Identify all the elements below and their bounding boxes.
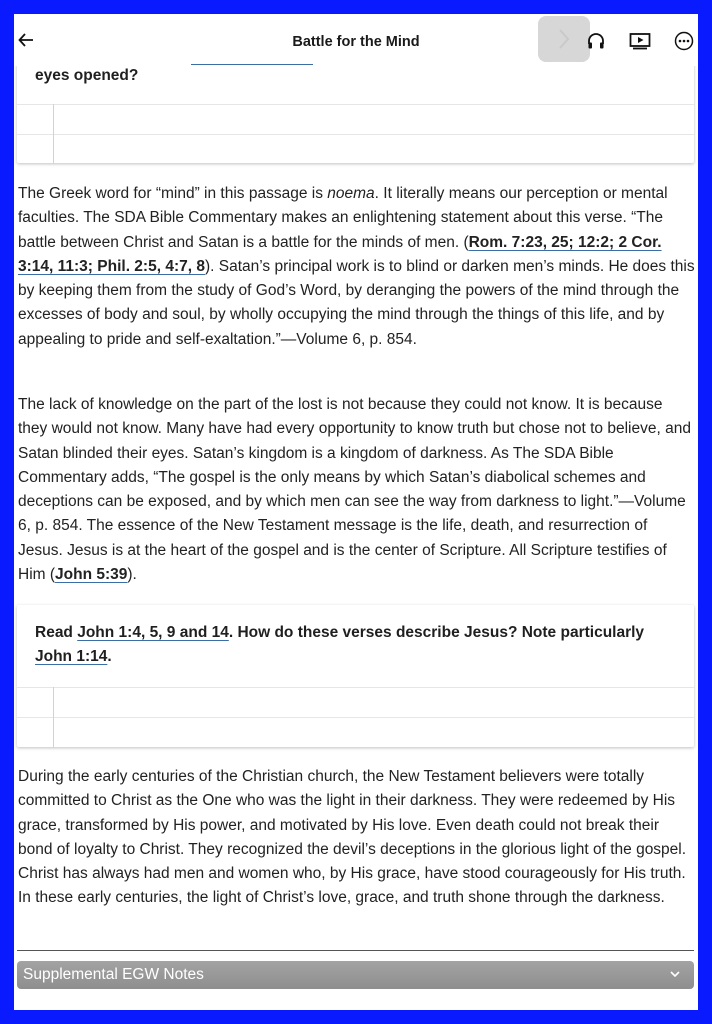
question-text-part: . [107, 648, 112, 665]
next-button[interactable] [538, 16, 590, 62]
section-divider [17, 950, 694, 951]
question-text [35, 621, 680, 669]
notes-input-area[interactable] [17, 687, 694, 747]
more-options-button[interactable] [673, 30, 695, 52]
paragraph-text: ). Satan’s principal work is to blind or darken men’s minds. He does this by keeping them from the study of God’s Word, by deranging the powers of the mind through the excesses of body and soul, by wholly occupying the mind through the things of this life, and by appealing to pride and self-exaltation.”—Volume 6, p. 854. [18, 257, 695, 348]
scripture-link[interactable]: Rom. 7:23, 25; 12:2; 2 Cor. 3:14, 11:3; Phil. 2:5, 4:7, 8 [18, 233, 662, 275]
chevron-right-icon [538, 16, 590, 62]
link-underline-fragment [191, 64, 313, 65]
notes-input-area[interactable] [17, 104, 694, 163]
arrow-left-icon [18, 32, 34, 48]
body-paragraph: During the early centuries of the Christian church, the New Testament believers were totally committed to Christ as the One who was the light in their darkness. They were redeemed by His grace, transformed by His power, and motivated by His love. Even death could not break their bond of loyalty to Christ. They recognized the devil’s deceptions in the glorious light of the gospel. Christ has always had men and women who, by His grace, have stood courageously for His truth. In these early centuries, the light of Christ’s love, grace, and truth shone through the darkness. [18, 768, 687, 907]
question-text-part: . How do these verses describe Jesus? Note particularly [228, 624, 645, 641]
supplemental-notes-toggle[interactable] [17, 961, 694, 989]
paragraph-text: The lack of knowledge on the part of the lost is not because they could not know. It is because they would not know. Many have had every opportunity to know truth but chose not to believe, and Satan blinded their eyes. Satan’s kingdom is a kingdom of darkness. As The SDA Bible Commentary adds, “The gospel is the only means by which Satan’s diabolical schemes and deceptions can be exposed, and by which men can see the way from darkness to light.”—Volume 6, p. 854. The essence of the New Testament message is the life, death, and resurrection of Jesus. Jesus is at the heart of the gospel and is the center of Scripture. All Scripture testifies of Him ( [18, 396, 691, 584]
headphones-icon [586, 31, 606, 51]
scripture-link[interactable]: John 1:4, 5, 9 and 14 [77, 624, 229, 641]
supplemental-notes-label: Supplemental EGW Notes [23, 966, 204, 983]
question-text: eyes opened? [35, 67, 139, 84]
header-bar [14, 14, 698, 66]
question-card [17, 605, 694, 747]
question-card [17, 50, 694, 163]
audio-button[interactable] [585, 30, 607, 52]
chevron-down-icon [668, 964, 682, 989]
paragraph-text: . It literally means our perception or mental faculties. The SDA Bible Commentary makes an enlightening statement about this verse. “The battle between Christ and Satan is a battle for the minds of men. ( [18, 185, 668, 251]
page-title: Battle for the Mind [292, 34, 420, 50]
scripture-link[interactable]: John 1:14 [35, 648, 108, 665]
question-text-part: Read [35, 624, 78, 641]
more-options-icon [674, 31, 694, 51]
paragraph-text: The Greek word for “mind” in this passage is [18, 185, 328, 202]
play-video-icon [629, 32, 651, 50]
body-paragraph [18, 182, 696, 352]
scripture-link[interactable]: John 5:39 [55, 566, 128, 584]
video-button[interactable] [629, 30, 651, 52]
body-paragraph [18, 393, 696, 587]
paragraph-text: ). [127, 566, 137, 584]
back-button[interactable] [14, 28, 38, 52]
paragraph-emphasis: noema [327, 185, 375, 202]
app-frame [14, 14, 698, 1010]
